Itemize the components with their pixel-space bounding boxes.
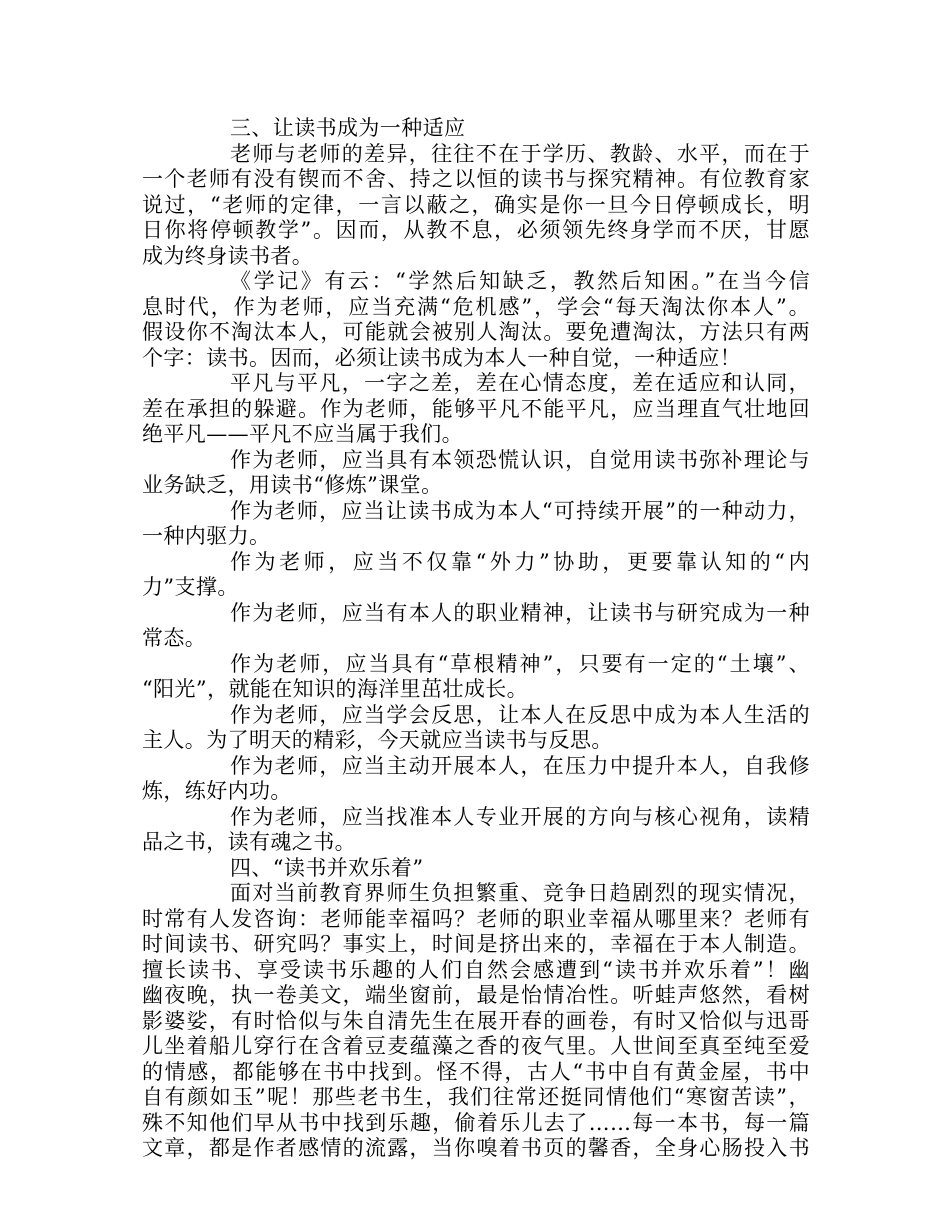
text-line: 一个老师有没有锲而不舍、持之以恒的读书与探究精神。有位教育家 bbox=[142, 167, 810, 191]
text-line: 时间读书、研究吗？事实上，时间是挤出来的，幸福在于本人制造。 bbox=[142, 932, 810, 956]
text-line: 成为终身读书者。 bbox=[142, 243, 314, 268]
text-line: 炼，练好内功。 bbox=[142, 779, 292, 803]
text-line: 擅长读书、享受读书乐趣的人们自然会感遭到“读书并欢乐着”！幽 bbox=[142, 957, 810, 982]
text-line: 平凡与平凡，一字之差，差在心情态度，差在适应和认同， bbox=[230, 371, 810, 395]
text-line: 说过，“老师的定律，一言以蔽之，确实是你一旦今日停顿成长，明 bbox=[142, 192, 810, 217]
text-line: 《学记》有云：“学然后知缺乏，教然后知困。”在当今信 bbox=[230, 269, 810, 293]
text-line: 时常有人发咨询：老师能幸福吗？老师的职业幸福从哪里来？老师有 bbox=[142, 906, 810, 931]
text-line: 绝平凡——平凡不应当属于我们。 bbox=[142, 422, 463, 446]
text-line: 殊不知他们早从书中找到乐趣，偷着乐儿去了……每一本书，每一篇 bbox=[142, 1110, 810, 1135]
text-line: 假设你不淘汰本人，可能就会被别人淘汰。要免遭淘汰，方法只有两 bbox=[142, 320, 810, 344]
text-line: 常态。 bbox=[142, 626, 207, 650]
text-line: 力”支撑。 bbox=[142, 575, 239, 599]
text-line: “阳光”，就能在知识的海洋里茁壮成长。 bbox=[142, 677, 529, 701]
text-line: 面对当前教育界师生负担繁重、竞争日趋剧烈的现实情况， bbox=[230, 881, 810, 905]
text-line: 作为老师，应当主动开展本人，在压力中提升本人，自我修 bbox=[230, 753, 810, 778]
document-page bbox=[142, 116, 810, 1162]
text-line: 影婆娑，有时恰似与朱自清先生在展开春的画卷，有时又恰似与迅哥 bbox=[142, 1008, 810, 1033]
text-line: 四、“读书并欢乐着” bbox=[230, 855, 424, 880]
text-line: 业务缺乏，用读书“修炼”课堂。 bbox=[142, 473, 443, 497]
text-line: 三、让读书成为一种适应 bbox=[230, 116, 466, 140]
text-line: 一种内驱力。 bbox=[142, 524, 271, 548]
text-line: 作为老师，应当学会反思，让本人在反思中成为本人生活的 bbox=[230, 702, 810, 727]
text-line: 息时代，作为老师，应当充满“危机感”，学会“每天淘汰你本人”。 bbox=[142, 294, 810, 319]
text-line: 日你将停顿教学”。因而，从教不息，必须领先终身学而不厌，甘愿 bbox=[142, 218, 810, 242]
text-line: 老师与老师的差异，往往不在于学历、教龄、水平，而在于 bbox=[230, 141, 810, 166]
text-line: 作为老师，应当让读书成为本人“可持续开展”的一种动力， bbox=[230, 498, 810, 523]
text-line: 作为老师，应当具有“草根精神”，只要有一定的“土壤”、 bbox=[230, 651, 810, 676]
text-line: 作为老师，应当找准本人专业开展的方向与核心视角，读精 bbox=[230, 804, 810, 829]
text-line: 儿坐着船儿穿行在含着豆麦蕴藻之香的夜气里。人世间至真至纯至爱 bbox=[142, 1034, 810, 1058]
document-body bbox=[142, 116, 810, 1162]
text-line: 主人。为了明天的精彩，今天就应当读书与反思。 bbox=[142, 728, 613, 752]
text-line: 作为老师，应当有本人的职业精神，让读书与研究成为一种 bbox=[230, 600, 810, 625]
text-line: 幽夜晚，执一卷美文，端坐窗前，最是怡情冶性。听蛙声悠然，看树 bbox=[142, 983, 810, 1007]
text-line: 作为老师，应当不仅靠“外力”协助，更要靠认知的“内 bbox=[230, 549, 810, 574]
text-line: 自有颜如玉”呢！那些老书生，我们往常还挺同情他们“寒窗苦读”， bbox=[142, 1085, 810, 1109]
text-line: 品之书，读有魂之书。 bbox=[142, 830, 356, 854]
text-line: 作为老师，应当具有本领恐慌认识，自觉用读书弥补理论与 bbox=[230, 447, 810, 472]
text-line: 个字：读书。因而，必须让读书成为本人一种自觉，一种适应！ bbox=[142, 345, 742, 370]
text-line: 文章，都是作者感情的流露，当你嗅着书页的馨香，全身心肠投入书 bbox=[142, 1136, 810, 1160]
text-line: 的情感，都能够在书中找到。怪不得，古人“书中自有黄金屋，书中 bbox=[142, 1059, 810, 1084]
text-line: 差在承担的躲避。作为老师，能够平凡不能平凡，应当理直气壮地回 bbox=[142, 396, 810, 421]
